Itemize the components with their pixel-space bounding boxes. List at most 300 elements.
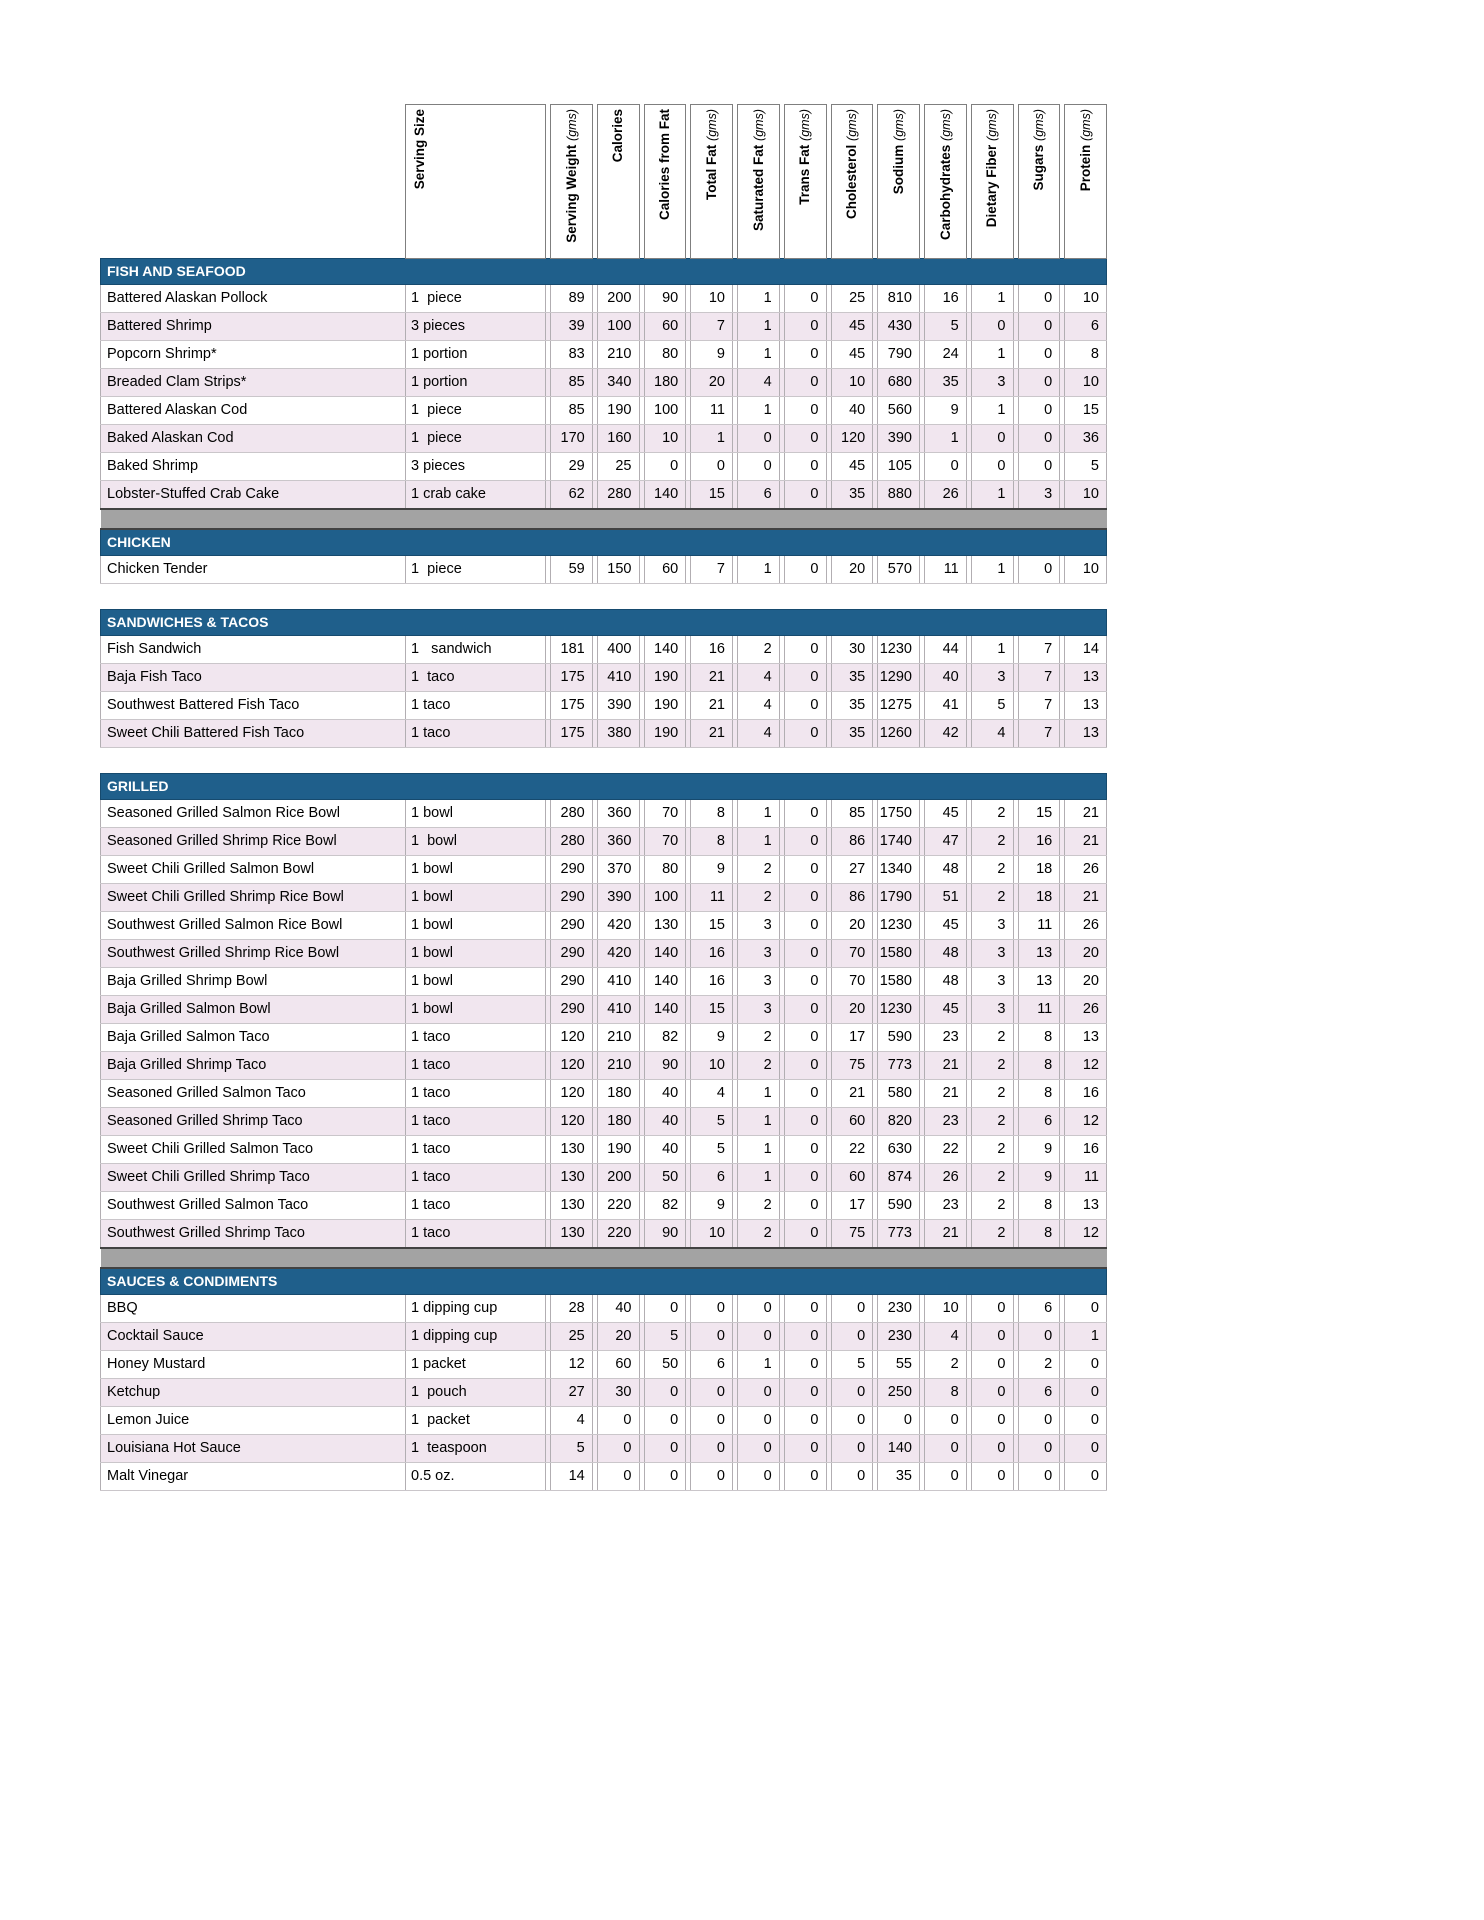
value-cell: 0 bbox=[831, 1323, 873, 1351]
value-cell: 175 bbox=[551, 664, 593, 692]
value-cell: 5 bbox=[644, 1323, 686, 1351]
value-cell: 60 bbox=[644, 556, 686, 584]
value-cell: 9 bbox=[691, 1024, 733, 1052]
value-cell: 27 bbox=[831, 856, 873, 884]
value-cell: 0 bbox=[738, 425, 780, 453]
value-cell: 2 bbox=[971, 1052, 1013, 1080]
item-name: Sweet Chili Grilled Salmon Bowl bbox=[101, 856, 406, 884]
value-cell: 8 bbox=[1065, 341, 1107, 369]
value-cell: 290 bbox=[551, 856, 593, 884]
value-cell: 0 bbox=[971, 1295, 1013, 1323]
value-cell: 21 bbox=[691, 692, 733, 720]
item-name: Baked Shrimp bbox=[101, 453, 406, 481]
value-cell: 120 bbox=[551, 1108, 593, 1136]
value-cell: 430 bbox=[878, 313, 920, 341]
table-row bbox=[101, 940, 1107, 968]
value-cell: 2 bbox=[738, 884, 780, 912]
value-cell: 0 bbox=[784, 912, 826, 940]
value-cell: 175 bbox=[551, 692, 593, 720]
value-cell: 27 bbox=[551, 1379, 593, 1407]
value-cell: 21 bbox=[925, 1052, 967, 1080]
serving-size: 1 piece bbox=[406, 425, 546, 453]
value-cell: 0 bbox=[971, 313, 1013, 341]
value-cell: 10 bbox=[691, 285, 733, 313]
value-cell: 280 bbox=[551, 828, 593, 856]
serving-size: 1 dipping cup bbox=[406, 1323, 546, 1351]
value-cell: 7 bbox=[1018, 720, 1060, 748]
value-cell: 0 bbox=[971, 1407, 1013, 1435]
value-cell: 4 bbox=[738, 369, 780, 397]
value-cell: 25 bbox=[831, 285, 873, 313]
serving-size: 1 bowl bbox=[406, 996, 546, 1024]
value-cell: 0 bbox=[784, 1164, 826, 1192]
value-cell: 0 bbox=[784, 720, 826, 748]
value-cell: 420 bbox=[597, 912, 639, 940]
value-cell: 1 bbox=[1065, 1323, 1107, 1351]
value-cell: 0 bbox=[738, 1323, 780, 1351]
value-cell: 45 bbox=[925, 912, 967, 940]
value-cell: 0 bbox=[1065, 1463, 1107, 1491]
column-label: Calories bbox=[610, 109, 626, 163]
value-cell: 75 bbox=[831, 1052, 873, 1080]
serving-size: 1 piece bbox=[406, 285, 546, 313]
value-cell: 360 bbox=[597, 828, 639, 856]
value-cell: 1 bbox=[738, 285, 780, 313]
value-cell: 340 bbox=[597, 369, 639, 397]
value-cell: 45 bbox=[925, 800, 967, 828]
value-cell: 16 bbox=[925, 285, 967, 313]
serving-size: 1 bowl bbox=[406, 856, 546, 884]
value-cell: 390 bbox=[597, 692, 639, 720]
value-cell: 0 bbox=[971, 1379, 1013, 1407]
value-cell: 62 bbox=[551, 481, 593, 510]
value-cell: 13 bbox=[1065, 1024, 1107, 1052]
column-unit: (gms) bbox=[985, 109, 1000, 141]
value-cell: 3 bbox=[971, 940, 1013, 968]
value-cell: 210 bbox=[597, 1052, 639, 1080]
table-row bbox=[101, 1351, 1107, 1379]
value-cell: 35 bbox=[878, 1463, 920, 1491]
value-cell: 0 bbox=[597, 1407, 639, 1435]
value-cell: 0 bbox=[1018, 425, 1060, 453]
value-cell: 370 bbox=[597, 856, 639, 884]
value-cell: 0 bbox=[784, 692, 826, 720]
column-label: Calories from Fat bbox=[657, 109, 673, 221]
value-cell: 0 bbox=[925, 1407, 967, 1435]
column-unit: (gms) bbox=[798, 109, 813, 141]
value-cell: 12 bbox=[1065, 1108, 1107, 1136]
value-cell: 0 bbox=[644, 1407, 686, 1435]
value-cell: 280 bbox=[551, 800, 593, 828]
table-row bbox=[101, 313, 1107, 341]
value-cell: 105 bbox=[878, 453, 920, 481]
section-header bbox=[101, 1268, 1107, 1295]
value-cell: 51 bbox=[925, 884, 967, 912]
column-unit: (gms) bbox=[938, 109, 953, 141]
value-cell: 170 bbox=[551, 425, 593, 453]
value-cell: 5 bbox=[831, 1351, 873, 1379]
value-cell: 26 bbox=[1065, 856, 1107, 884]
value-cell: 2 bbox=[1018, 1351, 1060, 1379]
column-header bbox=[1065, 105, 1107, 259]
value-cell: 8 bbox=[1018, 1192, 1060, 1220]
serving-size: 1 pouch bbox=[406, 1379, 546, 1407]
column-header bbox=[971, 105, 1013, 259]
value-cell: 2 bbox=[971, 884, 1013, 912]
value-cell: 70 bbox=[644, 828, 686, 856]
value-cell: 0 bbox=[784, 1407, 826, 1435]
value-cell: 10 bbox=[925, 1295, 967, 1323]
item-name: Southwest Grilled Salmon Taco bbox=[101, 1192, 406, 1220]
column-header bbox=[644, 105, 686, 259]
value-cell: 0 bbox=[738, 1407, 780, 1435]
value-cell: 13 bbox=[1018, 968, 1060, 996]
value-cell: 10 bbox=[1065, 285, 1107, 313]
value-cell: 0 bbox=[971, 1435, 1013, 1463]
value-cell: 22 bbox=[831, 1136, 873, 1164]
value-cell: 12 bbox=[1065, 1052, 1107, 1080]
table-row bbox=[101, 636, 1107, 664]
value-cell: 230 bbox=[878, 1323, 920, 1351]
value-cell: 21 bbox=[1065, 884, 1107, 912]
value-cell: 100 bbox=[644, 397, 686, 425]
value-cell: 390 bbox=[597, 884, 639, 912]
value-cell: 85 bbox=[551, 397, 593, 425]
value-cell: 0 bbox=[738, 1295, 780, 1323]
corner-blank bbox=[101, 105, 406, 259]
value-cell: 0 bbox=[784, 828, 826, 856]
column-label: Dietary Fiber bbox=[984, 144, 1000, 228]
value-cell: 2 bbox=[971, 1136, 1013, 1164]
value-cell: 10 bbox=[691, 1052, 733, 1080]
column-header bbox=[831, 105, 873, 259]
value-cell: 35 bbox=[831, 481, 873, 510]
value-cell: 17 bbox=[831, 1192, 873, 1220]
value-cell: 14 bbox=[1065, 636, 1107, 664]
value-cell: 210 bbox=[597, 341, 639, 369]
value-cell: 1740 bbox=[878, 828, 920, 856]
value-cell: 0 bbox=[1018, 1463, 1060, 1491]
value-cell: 1790 bbox=[878, 884, 920, 912]
value-cell: 3 bbox=[971, 996, 1013, 1024]
value-cell: 14 bbox=[551, 1463, 593, 1491]
value-cell: 1 bbox=[738, 1080, 780, 1108]
value-cell: 0 bbox=[831, 1407, 873, 1435]
value-cell: 40 bbox=[644, 1136, 686, 1164]
value-cell: 0 bbox=[1018, 556, 1060, 584]
value-cell: 12 bbox=[1065, 1220, 1107, 1249]
value-cell: 0 bbox=[644, 1463, 686, 1491]
value-cell: 0 bbox=[1065, 1435, 1107, 1463]
value-cell: 0 bbox=[597, 1435, 639, 1463]
value-cell: 3 bbox=[1018, 481, 1060, 510]
value-cell: 0 bbox=[691, 1435, 733, 1463]
value-cell: 21 bbox=[925, 1080, 967, 1108]
column-label: Total Fat bbox=[703, 144, 719, 200]
table-row bbox=[101, 968, 1107, 996]
table-body bbox=[101, 259, 1107, 1491]
value-cell: 0 bbox=[784, 1136, 826, 1164]
value-cell: 874 bbox=[878, 1164, 920, 1192]
value-cell: 44 bbox=[925, 636, 967, 664]
value-cell: 130 bbox=[644, 912, 686, 940]
table-row bbox=[101, 1407, 1107, 1435]
item-name: Sweet Chili Grilled Shrimp Taco bbox=[101, 1164, 406, 1192]
table-row bbox=[101, 556, 1107, 584]
value-cell: 15 bbox=[1018, 800, 1060, 828]
separator-band bbox=[101, 584, 1107, 610]
value-cell: 130 bbox=[551, 1136, 593, 1164]
value-cell: 0 bbox=[831, 1463, 873, 1491]
table-row bbox=[101, 1108, 1107, 1136]
item-name: Lobster-Stuffed Crab Cake bbox=[101, 481, 406, 510]
value-cell: 0 bbox=[784, 369, 826, 397]
value-cell: 210 bbox=[597, 1024, 639, 1052]
value-cell: 4 bbox=[691, 1080, 733, 1108]
value-cell: 410 bbox=[597, 664, 639, 692]
table-row bbox=[101, 912, 1107, 940]
table-row bbox=[101, 1192, 1107, 1220]
column-label: Cholesterol bbox=[844, 144, 860, 219]
serving-size: 1 crab cake bbox=[406, 481, 546, 510]
value-cell: 410 bbox=[597, 996, 639, 1024]
value-cell: 80 bbox=[644, 856, 686, 884]
value-cell: 0 bbox=[1018, 397, 1060, 425]
table-row bbox=[101, 1136, 1107, 1164]
value-cell: 2 bbox=[925, 1351, 967, 1379]
value-cell: 0 bbox=[971, 1463, 1013, 1491]
value-cell: 6 bbox=[1065, 313, 1107, 341]
item-name: Southwest Battered Fish Taco bbox=[101, 692, 406, 720]
value-cell: 11 bbox=[691, 397, 733, 425]
serving-size: 1 taco bbox=[406, 1164, 546, 1192]
column-header bbox=[551, 105, 593, 259]
value-cell: 0 bbox=[784, 1192, 826, 1220]
value-cell: 410 bbox=[597, 968, 639, 996]
serving-size: 1 packet bbox=[406, 1407, 546, 1435]
value-cell: 9 bbox=[925, 397, 967, 425]
value-cell: 1275 bbox=[878, 692, 920, 720]
value-cell: 15 bbox=[691, 912, 733, 940]
value-cell: 2 bbox=[971, 1164, 1013, 1192]
value-cell: 20 bbox=[1065, 968, 1107, 996]
value-cell: 1 bbox=[738, 800, 780, 828]
value-cell: 2 bbox=[971, 856, 1013, 884]
value-cell: 20 bbox=[691, 369, 733, 397]
value-cell: 0 bbox=[644, 453, 686, 481]
value-cell: 9 bbox=[691, 341, 733, 369]
value-cell: 22 bbox=[925, 1136, 967, 1164]
serving-size: 1 taco bbox=[406, 1108, 546, 1136]
value-cell: 1260 bbox=[878, 720, 920, 748]
value-cell: 82 bbox=[644, 1024, 686, 1052]
value-cell: 5 bbox=[925, 313, 967, 341]
column-header bbox=[784, 105, 826, 259]
value-cell: 16 bbox=[691, 636, 733, 664]
table-row bbox=[101, 884, 1107, 912]
value-cell: 180 bbox=[644, 369, 686, 397]
table-row bbox=[101, 1220, 1107, 1249]
serving-size: 1 taco bbox=[406, 1192, 546, 1220]
item-name: Popcorn Shrimp* bbox=[101, 341, 406, 369]
table-row bbox=[101, 397, 1107, 425]
table-row bbox=[101, 720, 1107, 748]
value-cell: 45 bbox=[925, 996, 967, 1024]
value-cell: 16 bbox=[691, 968, 733, 996]
section-header bbox=[101, 529, 1107, 556]
value-cell: 0 bbox=[784, 1052, 826, 1080]
value-cell: 8 bbox=[1018, 1220, 1060, 1249]
value-cell: 10 bbox=[644, 425, 686, 453]
value-cell: 26 bbox=[925, 1164, 967, 1192]
value-cell: 6 bbox=[1018, 1295, 1060, 1323]
value-cell: 50 bbox=[644, 1164, 686, 1192]
value-cell: 160 bbox=[597, 425, 639, 453]
value-cell: 83 bbox=[551, 341, 593, 369]
serving-size: 3 pieces bbox=[406, 453, 546, 481]
value-cell: 590 bbox=[878, 1192, 920, 1220]
value-cell: 773 bbox=[878, 1220, 920, 1249]
value-cell: 10 bbox=[1065, 481, 1107, 510]
value-cell: 0 bbox=[784, 1463, 826, 1491]
item-name: Baja Grilled Shrimp Bowl bbox=[101, 968, 406, 996]
item-name: Sweet Chili Grilled Salmon Taco bbox=[101, 1136, 406, 1164]
section-title: SAUCES & CONDIMENTS bbox=[101, 1268, 1107, 1295]
value-cell: 6 bbox=[1018, 1108, 1060, 1136]
value-cell: 75 bbox=[831, 1220, 873, 1249]
serving-size: 1 taco bbox=[406, 1024, 546, 1052]
item-name: Malt Vinegar bbox=[101, 1463, 406, 1491]
value-cell: 0 bbox=[691, 1323, 733, 1351]
table-row bbox=[101, 664, 1107, 692]
serving-size: 1 piece bbox=[406, 397, 546, 425]
value-cell: 28 bbox=[551, 1295, 593, 1323]
value-cell: 90 bbox=[644, 285, 686, 313]
value-cell: 0 bbox=[1018, 341, 1060, 369]
item-name: Seasoned Grilled Salmon Rice Bowl bbox=[101, 800, 406, 828]
value-cell: 10 bbox=[1065, 369, 1107, 397]
value-cell: 100 bbox=[644, 884, 686, 912]
table-header bbox=[101, 105, 1107, 259]
serving-size: 1 bowl bbox=[406, 828, 546, 856]
value-cell: 20 bbox=[597, 1323, 639, 1351]
value-cell: 36 bbox=[1065, 425, 1107, 453]
serving-size: 1 bowl bbox=[406, 912, 546, 940]
value-cell: 0 bbox=[784, 1379, 826, 1407]
table-row bbox=[101, 1052, 1107, 1080]
value-cell: 220 bbox=[597, 1192, 639, 1220]
value-cell: 2 bbox=[738, 856, 780, 884]
column-header bbox=[1018, 105, 1060, 259]
serving-size: 1 taco bbox=[406, 1080, 546, 1108]
value-cell: 120 bbox=[551, 1080, 593, 1108]
value-cell: 0 bbox=[784, 1220, 826, 1249]
value-cell: 3 bbox=[738, 968, 780, 996]
value-cell: 0 bbox=[691, 1379, 733, 1407]
value-cell: 220 bbox=[597, 1220, 639, 1249]
value-cell: 1 bbox=[738, 556, 780, 584]
value-cell: 150 bbox=[597, 556, 639, 584]
item-name: Baja Fish Taco bbox=[101, 664, 406, 692]
value-cell: 0 bbox=[1018, 453, 1060, 481]
value-cell: 0 bbox=[1065, 1379, 1107, 1407]
item-name: Baja Grilled Shrimp Taco bbox=[101, 1052, 406, 1080]
column-unit: (gms) bbox=[751, 109, 766, 141]
value-cell: 42 bbox=[925, 720, 967, 748]
value-cell: 13 bbox=[1018, 940, 1060, 968]
value-cell: 25 bbox=[551, 1323, 593, 1351]
value-cell: 0 bbox=[784, 1323, 826, 1351]
value-cell: 16 bbox=[1065, 1080, 1107, 1108]
value-cell: 21 bbox=[925, 1220, 967, 1249]
table-row bbox=[101, 1435, 1107, 1463]
table-row bbox=[101, 692, 1107, 720]
value-cell: 120 bbox=[831, 425, 873, 453]
value-cell: 2 bbox=[971, 1080, 1013, 1108]
item-name: Baked Alaskan Cod bbox=[101, 425, 406, 453]
section-separator bbox=[101, 1248, 1107, 1268]
value-cell: 140 bbox=[644, 636, 686, 664]
table-row bbox=[101, 1164, 1107, 1192]
value-cell: 2 bbox=[738, 1192, 780, 1220]
section-separator bbox=[101, 509, 1107, 529]
value-cell: 290 bbox=[551, 940, 593, 968]
column-label: Serving Size bbox=[412, 109, 427, 190]
table-row bbox=[101, 369, 1107, 397]
value-cell: 0 bbox=[784, 425, 826, 453]
value-cell: 11 bbox=[1065, 1164, 1107, 1192]
value-cell: 1 bbox=[971, 285, 1013, 313]
table-row bbox=[101, 453, 1107, 481]
value-cell: 1230 bbox=[878, 636, 920, 664]
value-cell: 0 bbox=[597, 1463, 639, 1491]
value-cell: 9 bbox=[1018, 1164, 1060, 1192]
value-cell: 0 bbox=[925, 1435, 967, 1463]
value-cell: 420 bbox=[597, 940, 639, 968]
serving-size: 1 bowl bbox=[406, 884, 546, 912]
separator-band bbox=[101, 1248, 1107, 1268]
value-cell: 0 bbox=[925, 1463, 967, 1491]
value-cell: 39 bbox=[551, 313, 593, 341]
value-cell: 190 bbox=[597, 397, 639, 425]
section-title: CHICKEN bbox=[101, 529, 1107, 556]
serving-size: 1 dipping cup bbox=[406, 1295, 546, 1323]
value-cell: 1 bbox=[738, 1351, 780, 1379]
separator-band bbox=[101, 748, 1107, 774]
value-cell: 90 bbox=[644, 1052, 686, 1080]
value-cell: 13 bbox=[1065, 720, 1107, 748]
table-row bbox=[101, 1463, 1107, 1491]
table-row bbox=[101, 1024, 1107, 1052]
serving-size: 0.5 oz. bbox=[406, 1463, 546, 1491]
serving-size: 1 taco bbox=[406, 720, 546, 748]
value-cell: 0 bbox=[831, 1379, 873, 1407]
value-cell: 1230 bbox=[878, 996, 920, 1024]
value-cell: 6 bbox=[691, 1164, 733, 1192]
serving-size: 1 portion bbox=[406, 369, 546, 397]
serving-size: 1 packet bbox=[406, 1351, 546, 1379]
value-cell: 82 bbox=[644, 1192, 686, 1220]
value-cell: 55 bbox=[878, 1351, 920, 1379]
value-cell: 3 bbox=[971, 968, 1013, 996]
column-label: Protein bbox=[1077, 144, 1093, 192]
value-cell: 40 bbox=[597, 1295, 639, 1323]
value-cell: 23 bbox=[925, 1024, 967, 1052]
value-cell: 0 bbox=[1065, 1407, 1107, 1435]
value-cell: 60 bbox=[597, 1351, 639, 1379]
item-name: Battered Alaskan Cod bbox=[101, 397, 406, 425]
value-cell: 7 bbox=[1018, 692, 1060, 720]
